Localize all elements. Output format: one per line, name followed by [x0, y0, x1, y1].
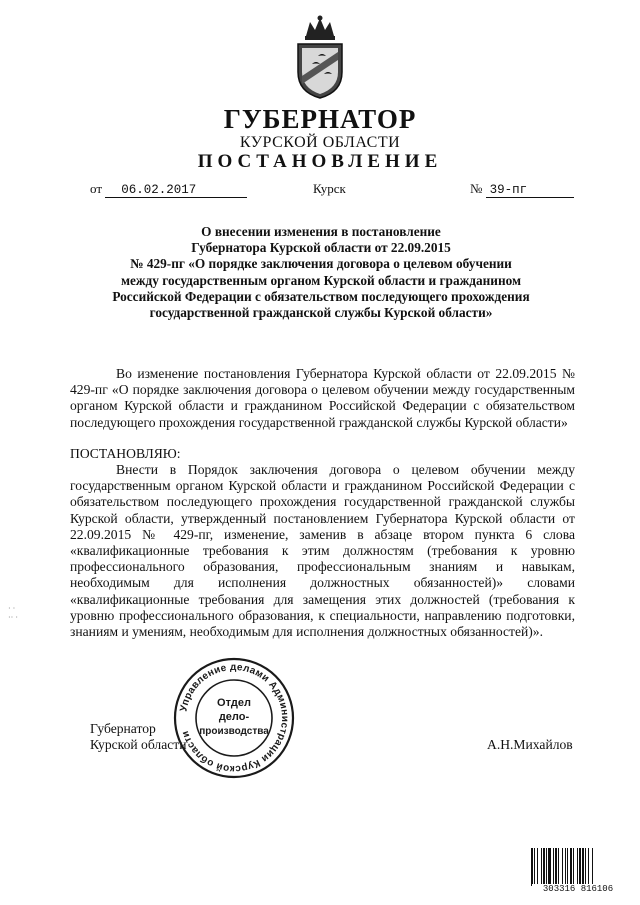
- resolve-heading: ПОСТАНОВЛЯЮ:: [70, 446, 181, 461]
- signatory-name: А.Н.Михайлов: [487, 737, 573, 752]
- subject-line: № 429-пг «О порядке заключения договора о целевом обучении: [130, 256, 512, 272]
- margin-mark: · · ·· ·: [8, 604, 18, 622]
- signatory-title-line: Губернатор: [90, 721, 156, 736]
- stamp-ring-text: Управление делами Администрации Курской области: [178, 661, 291, 775]
- main-paragraph: Внести в Порядок заключения договора о целевом обучении между государственным органом Курской области и гражданином Российской Федерации с обязательством последующего прохождения государственной гражданской службы Курской области, утвержденный постановлением Губернатора Курской области от 22.09.2015 № 429-пг, изменение, заменив в абзаце втором пункта 6 слова «квалификационные требования к этим должностям (требования к уровню профессионального образования, профессиональным знаниям и навыкам, необходимым для исполнения должностных обязанностей)» словами «квалификационные требования для замещения этих должностей (требования к уровню профессионального образования, к специальности, направлению подготовки, знаниям и умениям, необходимым для исполнения должностных обязанностей)».: [70, 462, 575, 640]
- document-date: 06.02.2017: [105, 183, 247, 198]
- coat-of-arms-emblem: [292, 14, 348, 100]
- stamp-center-line: Отдел: [217, 697, 251, 709]
- date-prefix: от: [90, 181, 103, 196]
- subject-line: между государственным органом Курской области и гражданином: [120, 272, 522, 288]
- document-subject: [96, 224, 546, 321]
- signatory-title-line: Курской области: [90, 737, 187, 753]
- subject-line: Российской Федерации с обязательством последующего прохождения: [112, 288, 530, 304]
- subject-line: Губернатора Курской области от 22.09.2015: [191, 240, 451, 256]
- barcode-number: 303316 816106: [532, 884, 624, 894]
- document-city: Курск: [313, 181, 346, 196]
- subject-line: О внесении изменения в постановление: [201, 224, 441, 239]
- stamp-center-line: производства: [199, 726, 269, 737]
- stamp-center-line: дело-: [218, 711, 250, 723]
- region-name: КУРСКОЙ ОБЛАСТИ: [239, 134, 401, 151]
- number-prefix: №: [470, 181, 483, 196]
- subject-line: государственной гражданской службы Курской области»: [149, 305, 493, 321]
- number-line: [470, 181, 574, 198]
- document-type: ПОСТАНОВЛЕНИЕ: [197, 151, 443, 172]
- office-stamp: [172, 656, 296, 780]
- document-number: 39-пг: [486, 183, 574, 198]
- preamble-paragraph: Во изменение постановления Губернатора Курской области от 22.09.2015 № 429-пг «О порядке заключения договора о целевом обучении между государственным органом Курской области и гражданином Российской Федерации с обязательством последующего прохождения государственной гражданской службы Курской области»: [70, 366, 575, 430]
- page-title: ГУБЕРНАТОР: [223, 104, 417, 134]
- date-line: [90, 181, 247, 198]
